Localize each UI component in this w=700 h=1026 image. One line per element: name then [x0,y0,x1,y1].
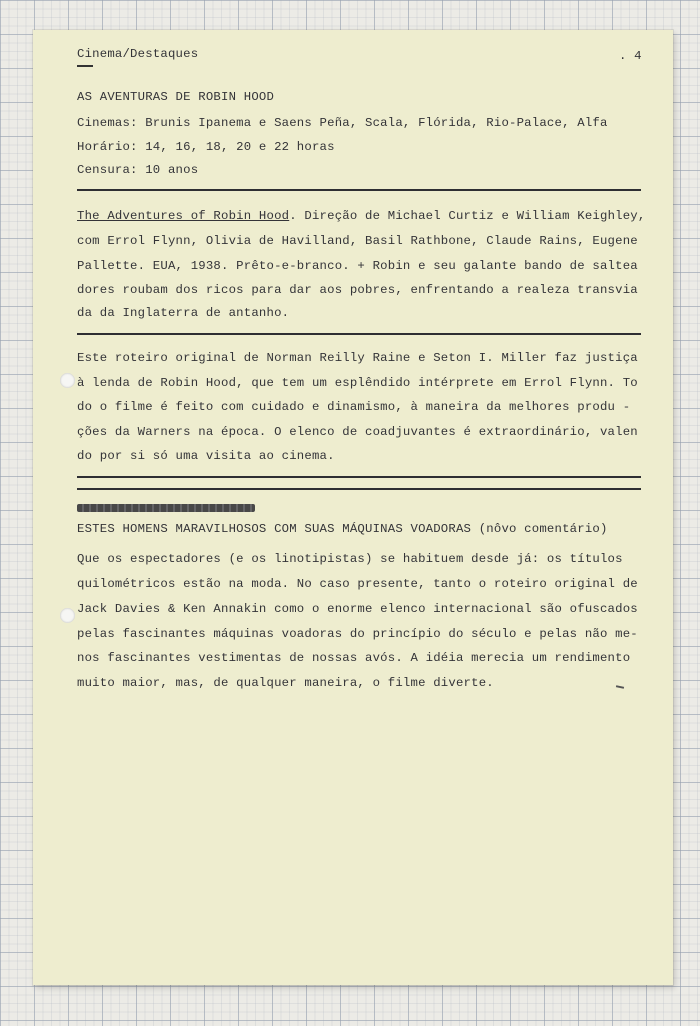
typewritten-page [33,30,673,985]
film2-review-line: muito maior, mas, de qualquer maneira, o filme diverte. [77,676,494,690]
film2-review-line: nos fascinantes vestimentas de nossas avós. A idéia merecia um rendimento [77,651,631,665]
struck-out-text [77,504,255,512]
film1-review-line: à lenda de Robin Hood, que tem um esplêndido intérprete em Errol Flynn. To [77,376,638,390]
film2-review-line: Que os espectadores (e os linotipistas) se habituem desde já: os títulos [77,552,623,566]
pen-mark [616,685,624,689]
film1-review-line: Este roteiro original de Norman Reilly Raine e Seton I. Miller faz justiça [77,351,638,365]
film1-credits-line: Pallette. EUA, 1938. Prêto-e-branco. + Robin e seu galante bando de saltea [77,259,638,273]
film1-review-line: do o filme é feito com cuidado e dinamismo, à maneira da melhores produ - [77,400,631,414]
film1-cinemas: Cinemas: Brunis Ipanema e Saens Peña, Scala, Flórida, Rio-Palace, Alfa [77,116,608,130]
divider [77,476,641,478]
film1-title: AS AVENTURAS DE ROBIN HOOD [77,90,275,104]
film2-title: ESTES HOMENS MARAVILHOSOS COM SUAS MÁQUINAS VOADORAS (nôvo comentário) [77,522,608,536]
film1-credits-line: da da Inglaterra de antanho. [77,306,290,320]
film2-review-line: pelas fascinantes máquinas voadoras do princípio do século e pelas não me- [77,627,638,641]
film1-horario: Horário: 14, 16, 18, 20 e 22 horas [77,140,335,154]
film1-review-line: do por si só uma visita ao cinema. [77,449,335,463]
film2-review-line: Jack Davies & Ken Annakin como o enorme elenco internacional são ofuscados [77,602,638,616]
film1-censura: Censura: 10 anos [77,163,199,177]
punch-hole [60,373,75,388]
film1-credits-line: dores roubam dos ricos para dar aos pobres, enfrentando a realeza transvia [77,283,638,297]
section-header: Cinema/Destaques [77,47,199,61]
film1-credits-line: com Errol Flynn, Olivia de Havilland, Basil Rathbone, Claude Rains, Eugene [77,234,638,248]
divider [77,333,641,335]
film1-credits-line: The Adventures of Robin Hood. Direção de Michael Curtiz e William Keighley, [77,209,646,223]
film1-original-title: The Adventures of Robin Hood [77,209,290,223]
film2-review-line: quilométricos estão na moda. No caso presente, tanto o roteiro original de [77,577,638,591]
header-dash [77,65,93,67]
punch-hole [60,608,75,623]
film1-review-line: ções da Warners na época. O elenco de coadjuvantes é extraordinário, valen [77,425,638,439]
divider [77,189,641,191]
page-number: . 4 [619,49,642,63]
divider [77,488,641,490]
